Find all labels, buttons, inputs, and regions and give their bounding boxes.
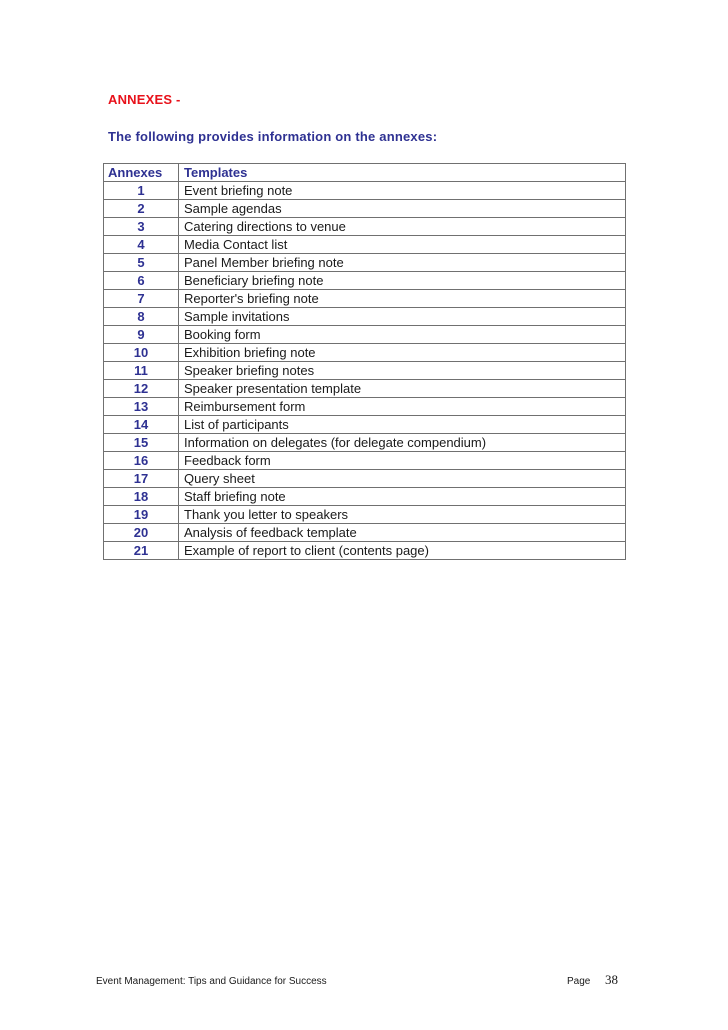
annex-number: 5 xyxy=(104,254,179,272)
annex-number: 17 xyxy=(104,470,179,488)
annex-number: 16 xyxy=(104,452,179,470)
annex-number: 11 xyxy=(104,362,179,380)
annex-template: Media Contact list xyxy=(179,236,626,254)
annex-template: Thank you letter to speakers xyxy=(179,506,626,524)
annex-template: List of participants xyxy=(179,416,626,434)
annex-number: 20 xyxy=(104,524,179,542)
table-row xyxy=(104,236,626,254)
annex-template: Beneficiary briefing note xyxy=(179,272,626,290)
table-row xyxy=(104,218,626,236)
annex-number: 2 xyxy=(104,200,179,218)
annex-template: Exhibition briefing note xyxy=(179,344,626,362)
annex-template: Example of report to client (contents page) xyxy=(179,542,626,560)
annex-number: 8 xyxy=(104,308,179,326)
annex-number: 15 xyxy=(104,434,179,452)
table-row xyxy=(104,308,626,326)
table-row xyxy=(104,416,626,434)
annex-number: 12 xyxy=(104,380,179,398)
table-row xyxy=(104,470,626,488)
annex-number: 18 xyxy=(104,488,179,506)
footer-page-number: 38 xyxy=(605,972,618,987)
table-row xyxy=(104,200,626,218)
table-row xyxy=(104,380,626,398)
table-row xyxy=(104,434,626,452)
table-row xyxy=(104,362,626,380)
table-row xyxy=(104,542,626,560)
table-row xyxy=(104,272,626,290)
annex-template: Speaker briefing notes xyxy=(179,362,626,380)
annexes-table xyxy=(103,163,626,560)
heading: ANNEXES - xyxy=(108,92,181,107)
annex-template: Query sheet xyxy=(179,470,626,488)
annex-template: Sample invitations xyxy=(179,308,626,326)
annex-template: Catering directions to venue xyxy=(179,218,626,236)
annex-template: Panel Member briefing note xyxy=(179,254,626,272)
annex-number: 7 xyxy=(104,290,179,308)
annex-template: Speaker presentation template xyxy=(179,380,626,398)
annex-number: 10 xyxy=(104,344,179,362)
annex-number: 14 xyxy=(104,416,179,434)
table-row xyxy=(104,398,626,416)
table-header-row xyxy=(104,164,626,182)
annex-template: Feedback form xyxy=(179,452,626,470)
table-row xyxy=(104,182,626,200)
annex-template: Analysis of feedback template xyxy=(179,524,626,542)
annex-number: 21 xyxy=(104,542,179,560)
column-header-templates: Templates xyxy=(179,164,626,182)
column-header-annexes: Annexes xyxy=(104,164,179,182)
annex-template: Information on delegates (for delegate compendium) xyxy=(179,434,626,452)
table-row xyxy=(104,524,626,542)
annex-number: 6 xyxy=(104,272,179,290)
annex-template: Event briefing note xyxy=(179,182,626,200)
annex-number: 1 xyxy=(104,182,179,200)
table-row xyxy=(104,326,626,344)
annex-template: Sample agendas xyxy=(179,200,626,218)
table-row xyxy=(104,506,626,524)
annex-number: 13 xyxy=(104,398,179,416)
table-row xyxy=(104,290,626,308)
annex-template: Staff briefing note xyxy=(179,488,626,506)
footer-title: Event Management: Tips and Guidance for Success xyxy=(96,976,327,987)
table-row xyxy=(104,452,626,470)
intro-text: The following provides information on the annexes: xyxy=(108,129,438,144)
annex-template: Reporter's briefing note xyxy=(179,290,626,308)
annex-number: 4 xyxy=(104,236,179,254)
annex-number: 19 xyxy=(104,506,179,524)
table-row xyxy=(104,344,626,362)
table-row xyxy=(104,254,626,272)
annex-number: 3 xyxy=(104,218,179,236)
table-row xyxy=(104,488,626,506)
footer-page-label: Page xyxy=(567,976,591,987)
annex-number: 9 xyxy=(104,326,179,344)
annex-template: Booking form xyxy=(179,326,626,344)
annex-template: Reimbursement form xyxy=(179,398,626,416)
